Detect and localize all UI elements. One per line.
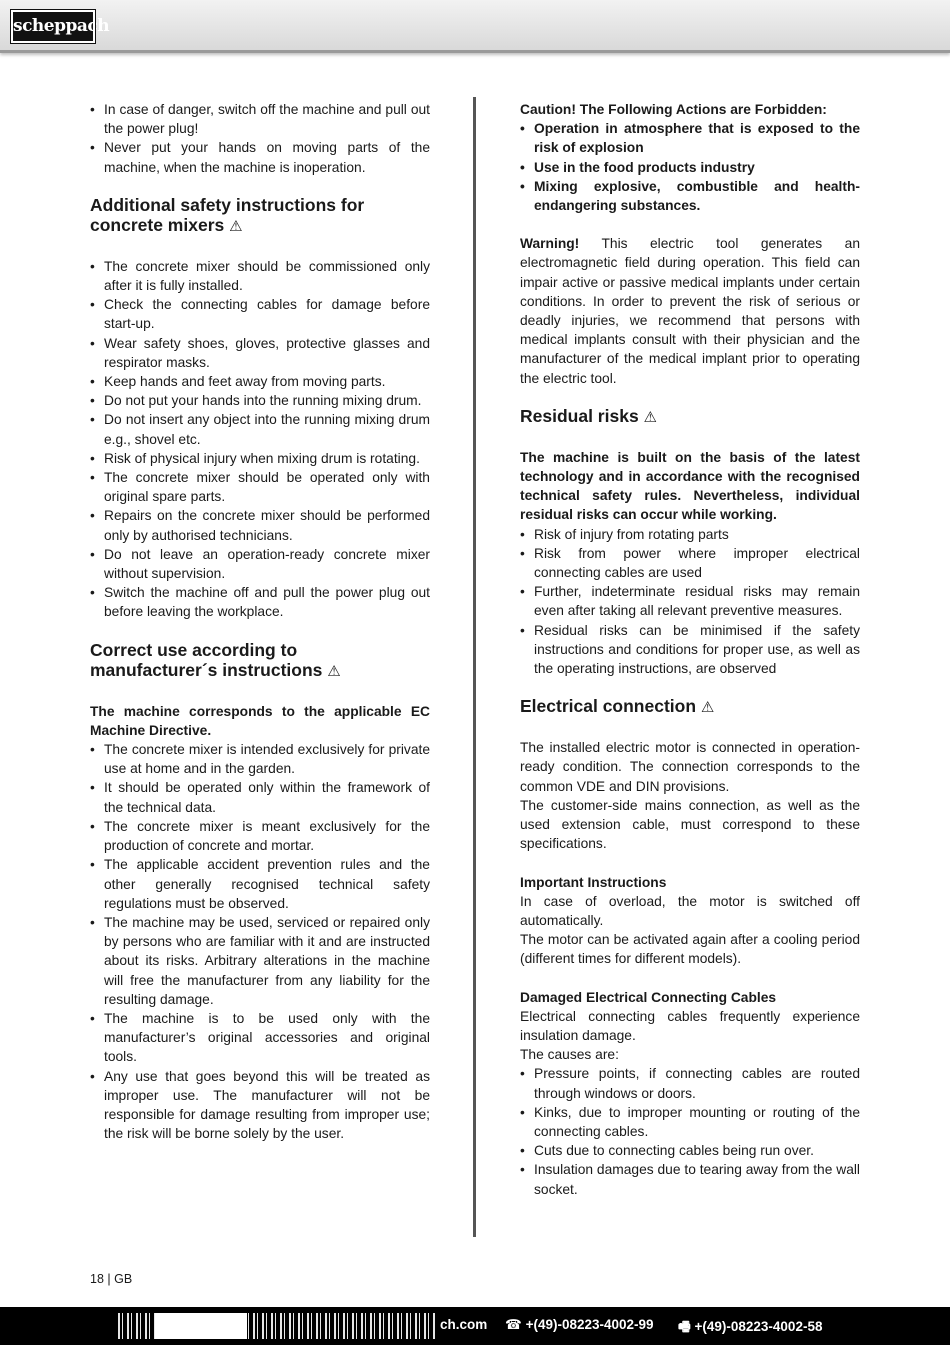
list-item: • Operation in atmosphere that is exposed to the risk of explosion: [520, 119, 860, 157]
list-item: • Check the connecting cables for damage before start-up.: [90, 295, 430, 333]
safety-list: [90, 257, 430, 622]
list-item: • In case of danger, switch off the machine and pull out the power plug!: [90, 100, 430, 138]
list-item: • Cuts due to connecting cables being run over.: [520, 1141, 860, 1160]
list-item: • The concrete mixer is intended exclusively for private use at home and in the garden.: [90, 740, 430, 778]
left-column: [90, 100, 430, 1143]
list-item: • The machine is to be used only with the manufacturer’s original accessories and original tools.: [90, 1009, 430, 1067]
brand-logo: scheppach: [11, 10, 95, 43]
list-item: • The concrete mixer should be operated only with original spare parts.: [90, 468, 430, 506]
footer-bar: [0, 1307, 950, 1345]
barcode-block: [155, 1313, 247, 1339]
list-item: • Risk of injury from rotating parts: [520, 525, 860, 544]
correct-use-lead: The machine corresponds to the applicable EC Machine Directive.: [90, 703, 430, 738]
list-item: • Wear safety shoes, gloves, protective glasses and respirator masks.: [90, 334, 430, 372]
column-divider: [473, 97, 476, 1237]
footer-url[interactable]: ch.com: [440, 1317, 488, 1332]
list-item: • Kinks, due to improper mounting or routing of the connecting cables.: [520, 1103, 860, 1141]
page-number: 18 | GB: [90, 1272, 133, 1286]
caution-heading: Caution! The Following Actions are Forbidden:: [520, 102, 827, 117]
list-item: • The machine may be used, serviced or repaired only by persons who are familiar with it and are instructed about its risks. Arbitrary alterations in the machine will free the manufacturer from any liability for the resulting damage.: [90, 913, 430, 1009]
residual-list: [520, 525, 860, 679]
residual-lead: The machine is built on the basis of the latest technology and in accordance with the recognised technical safety rules. Nevertheless, individual residual risks can occur while working.: [520, 449, 860, 523]
forbidden-list: [520, 119, 860, 215]
section-title-safety: Additional safety instructions for concrete mixers ⚠: [90, 194, 365, 235]
cable-causes-list: [520, 1064, 860, 1198]
intro-list: [90, 100, 430, 177]
list-item: • Risk from power where improper electrical connecting cables are used: [520, 544, 860, 582]
list-item: • Insulation damages due to tearing away from the wall socket.: [520, 1160, 860, 1198]
list-item: • Any use that goes beyond this will be treated as improper use. The manufacturer will not be responsible for damage resulting from improper use; the risk will be borne solely by the user.: [90, 1067, 430, 1144]
list-item: • Do not insert any object into the running mixing drum e.g., shovel etc.: [90, 410, 430, 448]
warning-triangle-icon: ⚠: [700, 699, 715, 717]
list-item: • Switch the machine off and pull the power plug out before leaving the workplace.: [90, 583, 430, 621]
list-item: • Pressure points, if connecting cables are routed through windows or doors.: [520, 1064, 860, 1102]
correct-use-list: [90, 740, 430, 1143]
list-item: • Keep hands and feet away from moving parts.: [90, 372, 430, 391]
list-item: • Never put your hands on moving parts of the machine, when the machine is inoperation.: [90, 138, 430, 176]
electrical-paragraph: The motor can be activated again after a cooling period (different times for different models).: [520, 932, 860, 967]
damaged-cables-heading: Damaged Electrical Connecting Cables: [520, 989, 777, 1005]
list-item: • The applicable accident prevention rules and the other generally recognised technical safety regulations must be observed.: [90, 855, 430, 913]
list-item: • Repairs on the concrete mixer should be performed only by authorised technicians.: [90, 506, 430, 544]
list-item: • The concrete mixer should be commissioned only after it is fully installed.: [90, 257, 430, 295]
list-item: • Do not leave an operation-ready concrete mixer without supervision.: [90, 545, 430, 583]
warning-triangle-icon: ⚠: [229, 217, 243, 235]
list-item: • It should be operated only within the framework of the technical data.: [90, 778, 430, 816]
electrical-paragraph: The installed electric motor is connected in operation-ready condition. The connection corresponds to the common VDE and DIN provisions.: [520, 740, 860, 794]
list-item: • Risk of physical injury when mixing drum is rotating.: [90, 449, 430, 468]
footer-fax: 🖷 +(49)-08223-4002-58: [678, 1319, 823, 1334]
electrical-paragraph: Electrical connecting cables frequently experience insulation damage.: [520, 1008, 860, 1043]
section-title-electrical: Electrical connection ⚠: [520, 696, 715, 717]
section-title-correct-use: Correct use according to manufacturer´s instructions ⚠: [90, 639, 341, 680]
right-column: [520, 100, 860, 1199]
important-heading: Important Instructions: [520, 874, 667, 890]
electrical-paragraph: The customer-side mains connection, as well as the used extension cable, must correspond to these specifications.: [520, 797, 860, 852]
warning-paragraph: Warning! This electric tool generates an electromagnetic field during operation. This field can impair active or passive medical implants under certain conditions. In order to prevent the risk of serious or deadly injuries, we recommend that persons with medical implants consult with their physician and the manufacturer of the medical implant prior to operating the electric tool.: [520, 236, 860, 386]
footer-phone: ☎ +(49)-08223-4002-99: [505, 1317, 654, 1332]
list-item: • Mixing explosive, combustible and health-endangering substances.: [520, 177, 860, 215]
list-item: • Do not put your hands into the running mixing drum.: [90, 391, 430, 410]
electrical-paragraph: The causes are:: [520, 1047, 619, 1063]
list-item: • Use in the food products industry: [520, 158, 860, 177]
electrical-paragraph: In case of overload, the motor is switched off automatically.: [520, 893, 860, 928]
section-title-residual: Residual risks ⚠: [520, 405, 657, 426]
warning-triangle-icon: ⚠: [327, 662, 341, 680]
list-item: • Further, indeterminate residual risks may remain even after taking all relevant preventive measures.: [520, 582, 860, 620]
list-item: • The concrete mixer is meant exclusively for the production of concrete and mortar.: [90, 817, 430, 855]
list-item: • Residual risks can be minimised if the safety instructions and conditions for proper use, as well as the operating instructions, are observed: [520, 621, 860, 679]
header-bar: [0, 0, 950, 53]
warning-triangle-icon: ⚠: [643, 408, 657, 426]
